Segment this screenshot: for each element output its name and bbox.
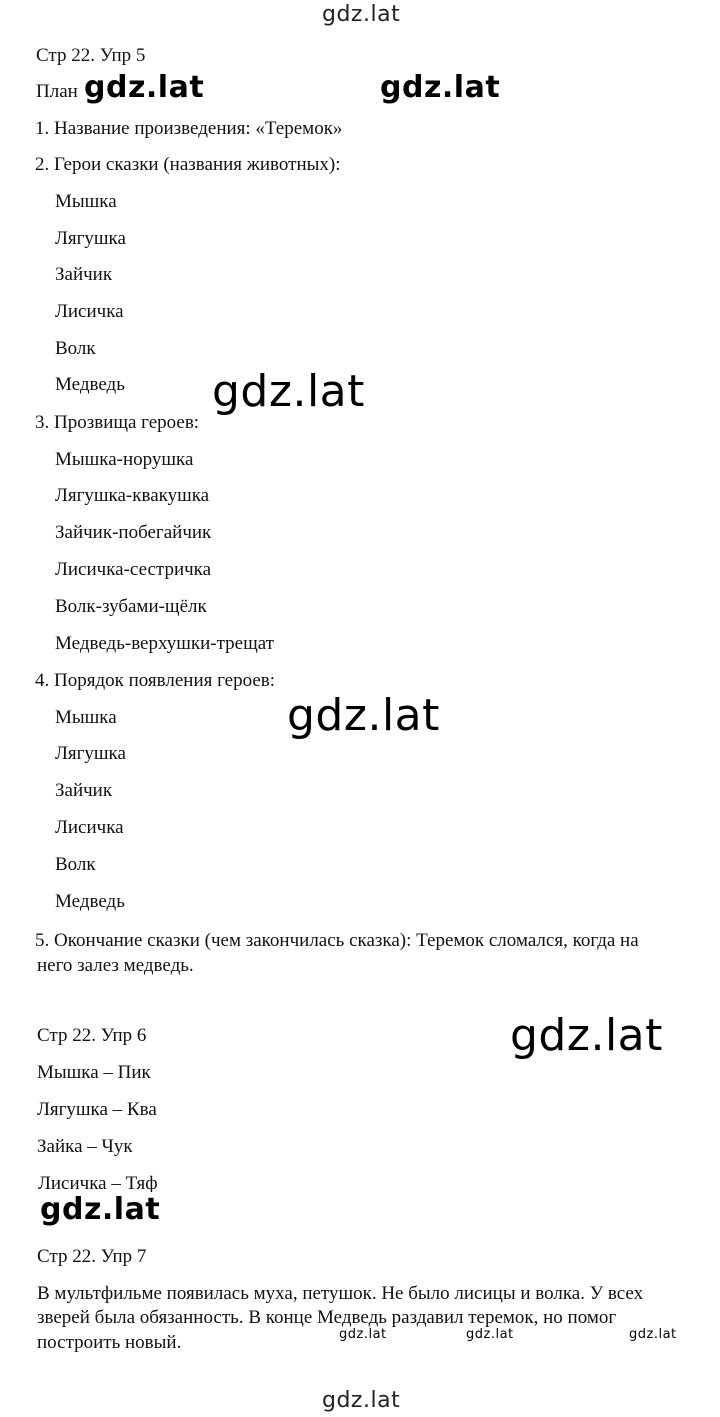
watermark: gdz.lat — [84, 70, 205, 105]
plan-item-5-line-2: него залез медведь. — [37, 955, 194, 976]
plan-item-2: 2. Герои сказки (названия животных): — [35, 154, 341, 175]
order-item: Лисичка — [55, 817, 124, 838]
order-item: Медведь — [55, 891, 125, 912]
sound-item-cut: Лисичка – Тяф — [38, 1173, 158, 1192]
nickname-item: Медведь-верхушки-трещат — [55, 633, 274, 654]
sound-item: Мышка – Пик — [37, 1062, 151, 1083]
nickname-item: Мышка-норушка — [55, 449, 194, 470]
watermark: gdz.lat — [339, 1327, 387, 1342]
watermark: gdz.lat — [40, 1192, 161, 1227]
watermark: gdz.lat — [212, 366, 365, 417]
watermark: gdz.lat — [380, 70, 501, 105]
hero-item: Волк — [55, 338, 96, 359]
exercise-6-heading: Стр 22. Упр 6 — [37, 1025, 147, 1046]
watermark: gdz.lat — [322, 2, 401, 27]
exercise-7-line-2: зверей была обязанность. В конце Медведь раздавил теремок, но помог — [37, 1307, 617, 1328]
sound-item: Зайка – Чук — [37, 1136, 133, 1157]
nickname-item: Зайчик-побегайчик — [55, 522, 212, 543]
watermark: gdz.lat — [287, 690, 440, 741]
watermark: gdz.lat — [322, 1388, 401, 1413]
order-item: Волк — [55, 854, 96, 875]
hero-item: Лисичка — [55, 301, 124, 322]
nickname-item: Лисичка-сестричка — [55, 559, 212, 580]
nickname-item: Волк-зубами-щёлк — [55, 596, 207, 617]
hero-item: Зайчик — [55, 264, 113, 285]
nickname-item: Лягушка-квакушка — [55, 485, 210, 506]
plan-item-3: 3. Прозвища героев: — [35, 412, 200, 433]
order-item: Зайчик — [55, 780, 113, 801]
hero-item: Лягушка — [55, 228, 126, 249]
hero-item: Мышка — [55, 191, 117, 212]
watermark: gdz.lat — [510, 1010, 663, 1061]
hero-item: Медведь — [55, 374, 125, 395]
plan-item-5-line-1: 5. Окончание сказки (чем закончилась сказка): Теремок сломался, когда на — [35, 930, 639, 951]
sound-item: Лягушка – Ква — [37, 1099, 157, 1120]
plan-item-4: 4. Порядок появления героев: — [35, 670, 276, 691]
exercise-7-line-1: В мультфильме появилась муха, петушок. Не было лисицы и волка. У всех — [37, 1283, 644, 1304]
plan-item-1: 1. Название произведения: «Теремок» — [35, 118, 343, 139]
watermark: gdz.lat — [466, 1327, 514, 1342]
watermark: gdz.lat — [629, 1327, 677, 1342]
exercise-7-line-3: построить новый. — [37, 1332, 182, 1353]
plan-label: План — [36, 81, 78, 102]
order-item: Лягушка — [55, 743, 126, 764]
exercise-7-heading: Стр 22. Упр 7 — [37, 1246, 147, 1267]
order-item: Мышка — [55, 707, 117, 728]
exercise-5-heading: Стр 22. Упр 5 — [36, 45, 146, 66]
